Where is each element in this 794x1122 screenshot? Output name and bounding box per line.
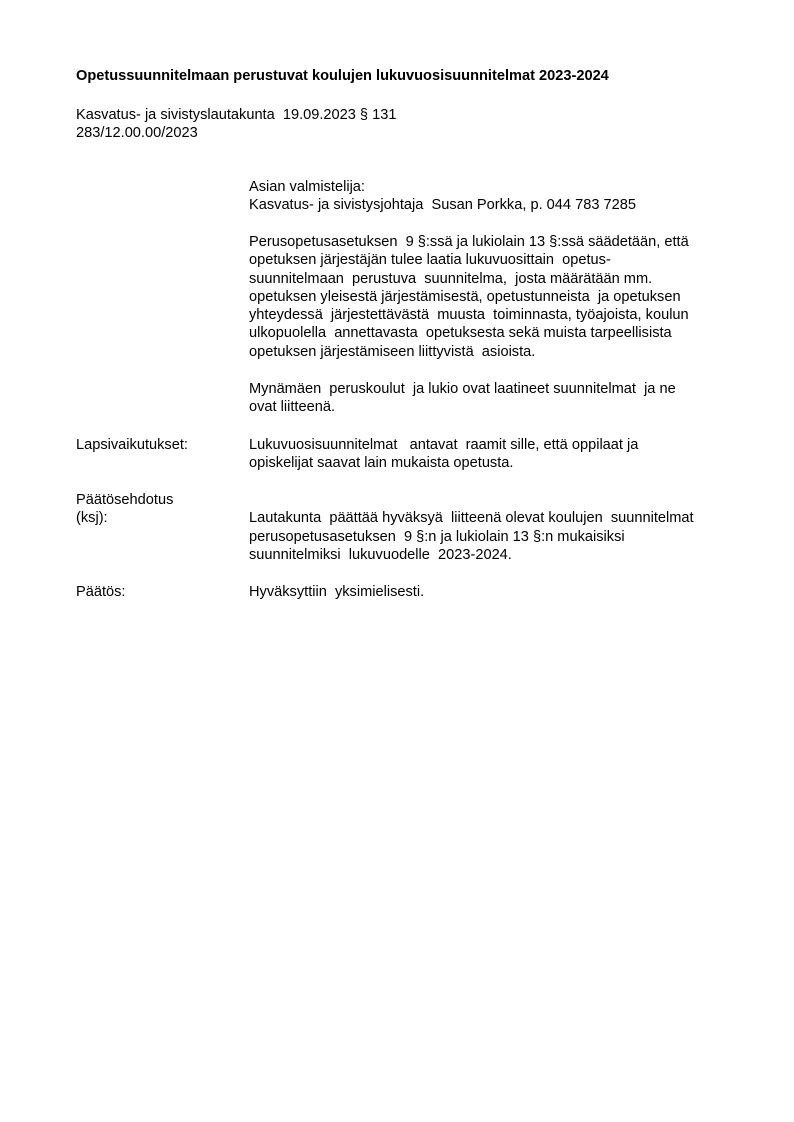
proposal-line: Lautakunta päättää hyväksyä liitteenä olevat koulujen suunnitelmat xyxy=(249,510,694,527)
paragraph-line: ulkopuolella annettavasta opetuksesta sekä muista tarpeellisista xyxy=(249,325,672,342)
preparer-heading: Asian valmistelija: xyxy=(249,179,365,195)
decision-text: Hyväksyttiin yksimielisesti. xyxy=(249,584,425,600)
proposal-content xyxy=(249,509,724,564)
paragraph-line: yhteydessä järjestettävästä muusta toiminnasta, työajoista, koulun xyxy=(249,307,689,324)
proposal-label-line-2: (ksj): xyxy=(76,510,108,527)
paragraph-line: Mynämäen peruskoulut ja lukio ovat laatineet suunnitelmat ja ne xyxy=(249,381,676,397)
child-impact-content xyxy=(249,436,724,473)
paragraph-line: suunnitelmaan perustuva suunnitelma, josta määrätään mm. xyxy=(249,270,653,287)
paragraph-line: Perusopetusasetuksen 9 §:ssä ja lukiolain 13 §:ssä säädetään, että xyxy=(249,234,689,250)
meeting-info xyxy=(76,106,396,143)
document-title: Opetussuunnitelmaan perustuvat koulujen lukuvuosisuunnitelmat 2023-2024 xyxy=(76,68,609,84)
proposal-label xyxy=(76,491,246,528)
meeting-line: Kasvatus- ja sivistyslautakunta 19.09.2023 § 131 xyxy=(76,107,397,123)
paragraph-line: opetuksen järjestämiseen liittyvistä asioista. xyxy=(249,343,536,360)
proposal-line: perusopetusasetuksen 9 §:n ja lukiolain 13 §:n mukaisiksi xyxy=(249,528,625,545)
paragraph-line: opetuksen järjestäjän tulee laatia lukuvuosittain opetus- xyxy=(249,252,611,269)
child-impact-line: opiskelijat saavat lain mukaista opetusta. xyxy=(249,455,514,472)
preparer-content xyxy=(249,178,724,215)
body-paragraph-1-content xyxy=(249,233,724,361)
reference-number: 283/12.00.00/2023 xyxy=(76,125,198,142)
paragraph-line: opetuksen yleisestä järjestämisestä, opetustunneista ja opetuksen xyxy=(249,288,681,305)
child-impact-label: Lapsivaikutukset: xyxy=(76,437,188,453)
proposal-label-line-1: Päätösehdotus xyxy=(76,492,174,508)
decision-label: Päätös: xyxy=(76,584,126,600)
paragraph-line: ovat liitteenä. xyxy=(249,399,335,416)
preparer-name: Kasvatus- ja sivistysjohtaja Susan Porkka, p. 044 783 7285 xyxy=(249,197,636,214)
body-paragraph-2-content xyxy=(249,380,724,417)
proposal-line: suunnitelmiksi lukuvuodelle 2023-2024. xyxy=(249,546,512,563)
child-impact-line: Lukuvuosisuunnitelmat antavat raamit sille, että oppilaat ja xyxy=(249,437,639,453)
